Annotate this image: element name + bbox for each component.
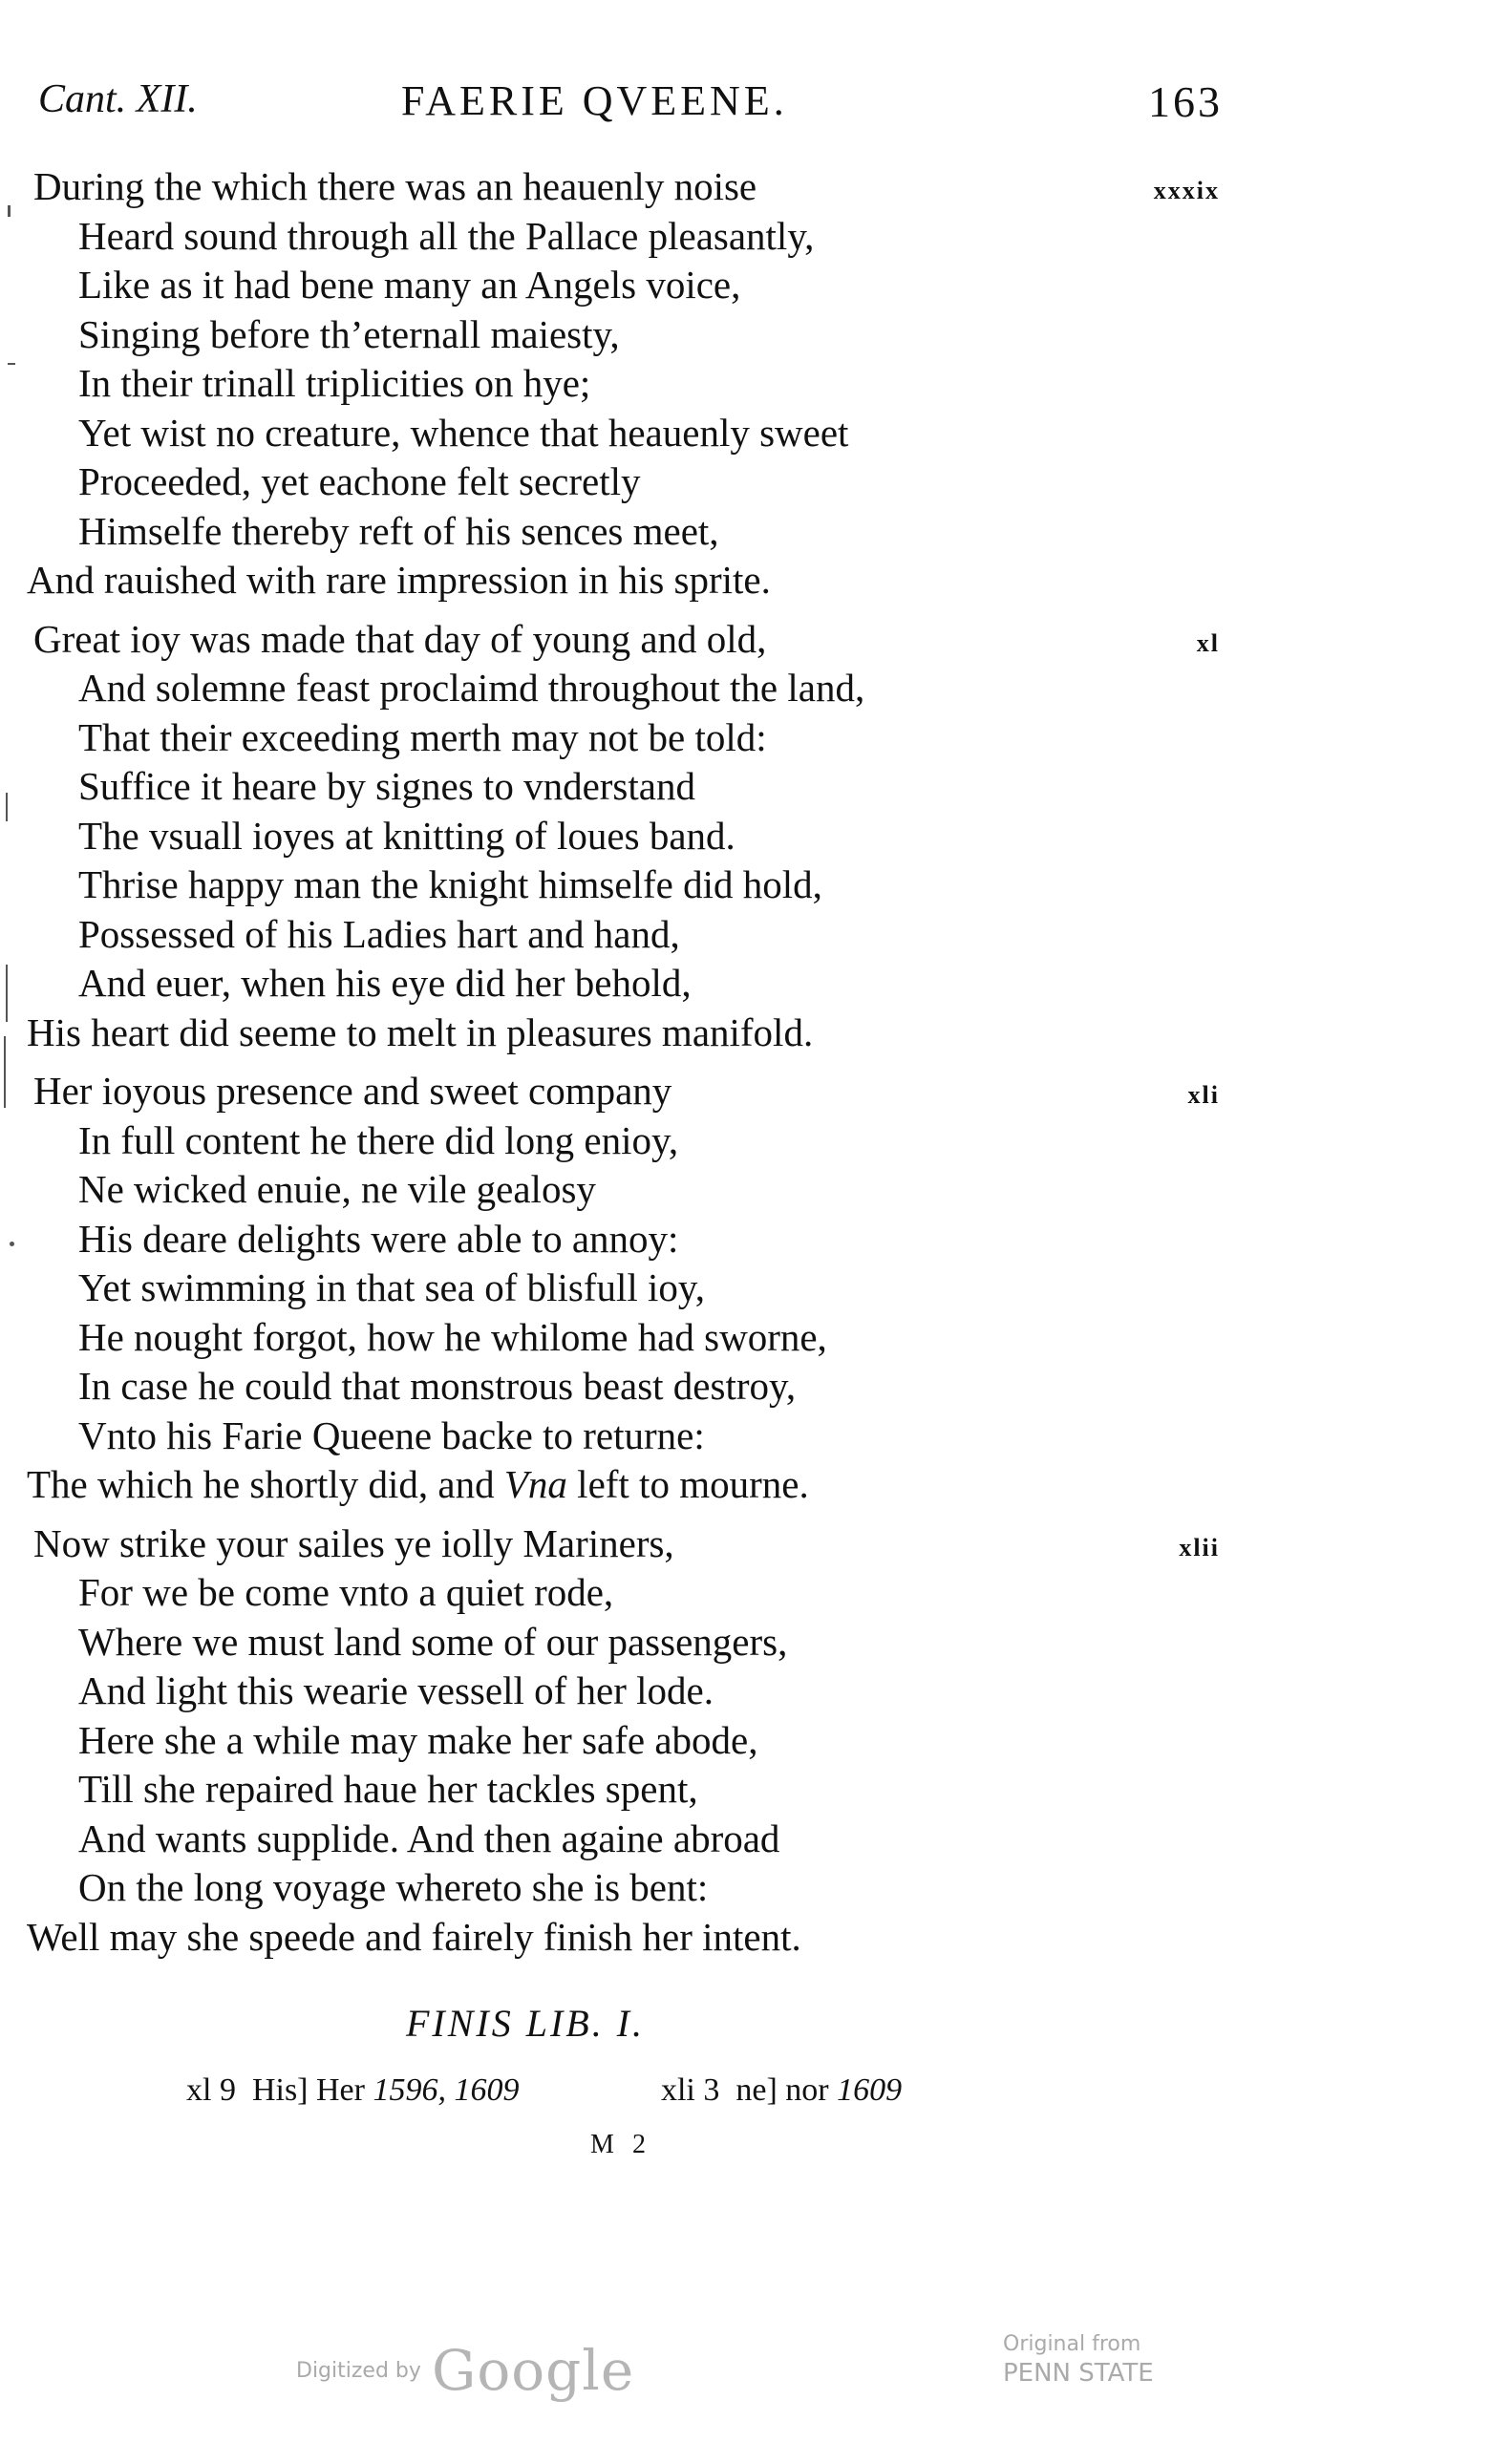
note-2-ref: xli 3 xyxy=(660,2072,720,2108)
verse-line: Heard sound through all the Pallace pleasantly, xyxy=(78,213,815,258)
note-2 xyxy=(661,2072,902,2108)
stanza xyxy=(0,615,1492,1058)
verse-line: Yet swimming in that sea of blisfull ioy, xyxy=(78,1265,705,1309)
stanza-number: xli xyxy=(1187,1081,1220,1109)
stanza xyxy=(0,1519,1492,1963)
note-1 xyxy=(186,2072,527,2108)
verse-line: Singing before th’eternall maiesty, xyxy=(78,311,620,356)
verse-line: Well may she speede and fairely finish her intent. xyxy=(27,1914,801,1959)
margin-mark xyxy=(6,965,8,1022)
verse-line: And euer, when his eye did her behold, xyxy=(78,961,692,1005)
verse-line: Possessed of his Ladies hart and hand, xyxy=(78,911,680,956)
running-header xyxy=(38,76,1223,143)
verse-line: Ne wicked enuie, ne vile gealosy xyxy=(78,1167,596,1211)
stanza xyxy=(0,1067,1492,1510)
original-from-label: Original from xyxy=(1003,2332,1141,2356)
verse-line: Till she repaired haue her tackles spent, xyxy=(78,1767,698,1811)
book-title: FAERIE QVEENE. xyxy=(401,77,788,124)
verse-line: Yet wist no creature, whence that heauenly sweet xyxy=(78,410,849,455)
verse-line: And light this wearie vessell of her lode. xyxy=(78,1668,714,1712)
google-logo: Google xyxy=(432,2338,635,2403)
stanza xyxy=(0,162,1492,605)
digitization-footer xyxy=(0,2332,1492,2464)
original-source xyxy=(1003,2330,1154,2388)
digitized-by-label: Digitized by xyxy=(296,2359,421,2383)
verse-line: Like as it had bene many an Angels voice, xyxy=(78,263,741,307)
verse-line: In case he could that monstrous beast destroy, xyxy=(78,1364,797,1408)
canto-label: Cant. XII. xyxy=(38,77,198,121)
verse-line: Great ioy was made that day of young and old, xyxy=(33,616,767,661)
verse-line: On the long voyage whereto she is bent: xyxy=(78,1865,709,1909)
note-2-text: ne] nor xyxy=(735,2072,829,2108)
verse-line: Thrise happy man the knight himselfe did hold, xyxy=(78,862,822,906)
verse-line: The vsuall ioyes at knitting of loues band. xyxy=(78,813,735,858)
margin-mark xyxy=(4,1036,6,1108)
verse-line: In full content he there did long enioy, xyxy=(78,1117,679,1162)
textual-notes xyxy=(186,2072,902,2109)
verse-line: Himselfe thereby reft of his sences meet, xyxy=(78,508,719,553)
verse-line: Vnto his Farie Queene backe to returne: xyxy=(78,1413,705,1457)
verse-line: His deare delights were able to annoy: xyxy=(78,1216,679,1261)
verse-line: Now strike your sailes ye iolly Mariners, xyxy=(33,1520,674,1565)
verse-line: Suffice it heare by signes to vnderstand xyxy=(78,764,695,808)
verse-line: In their trinall triplicities on hye; xyxy=(78,361,591,405)
margin-mark xyxy=(8,363,15,365)
margin-mark xyxy=(10,1242,14,1246)
verse-line: Here she a while may make her safe abode, xyxy=(78,1717,758,1762)
verse-line: Where we must land some of our passengers, xyxy=(78,1619,788,1664)
verse-line: His heart did seeme to melt in pleasures manifold. xyxy=(27,1009,814,1054)
margin-mark xyxy=(8,205,11,217)
signature-mark: M 2 xyxy=(590,2130,651,2159)
verse-line: For we be come vnto a quiet rode, xyxy=(78,1570,614,1614)
poem-text xyxy=(0,162,1492,1971)
institution-label: PENN STATE xyxy=(1003,2359,1154,2388)
stanza-number: xxxix xyxy=(1153,177,1220,204)
stanza-number: xlii xyxy=(1179,1533,1220,1561)
verse-line: The which he shortly did, and Vna left to mourne. xyxy=(27,1462,809,1506)
verse-line: And solemne feast proclaimd throughout the land, xyxy=(78,666,865,710)
note-1-editions: 1596, 1609 xyxy=(373,2072,520,2108)
stanza-number: xl xyxy=(1196,628,1220,657)
verse-line: And rauished with rare impression in his sprite. xyxy=(27,558,771,602)
verse-line: Proceeded, yet eachone felt secretly xyxy=(78,459,641,503)
verse-line: Her ioyous presence and sweet company xyxy=(33,1069,672,1113)
note-1-ref: xl 9 xyxy=(186,2072,236,2108)
finis-heading: FINIS LIB. I. xyxy=(405,2002,646,2045)
note-1-text: His] Her xyxy=(251,2072,365,2108)
proper-name: Vna xyxy=(503,1462,567,1506)
note-2-editions: 1609 xyxy=(837,2072,903,2108)
verse-line: And wants supplide. And then againe abroad xyxy=(78,1816,780,1860)
margin-mark xyxy=(6,793,8,821)
verse-line: That their exceeding merth may not be told: xyxy=(78,714,767,759)
verse-line: He nought forgot, how he whilome had sworne, xyxy=(78,1314,827,1359)
page-number: 163 xyxy=(1148,77,1223,126)
verse-line: During the which there was an heauenly noise xyxy=(33,164,757,208)
